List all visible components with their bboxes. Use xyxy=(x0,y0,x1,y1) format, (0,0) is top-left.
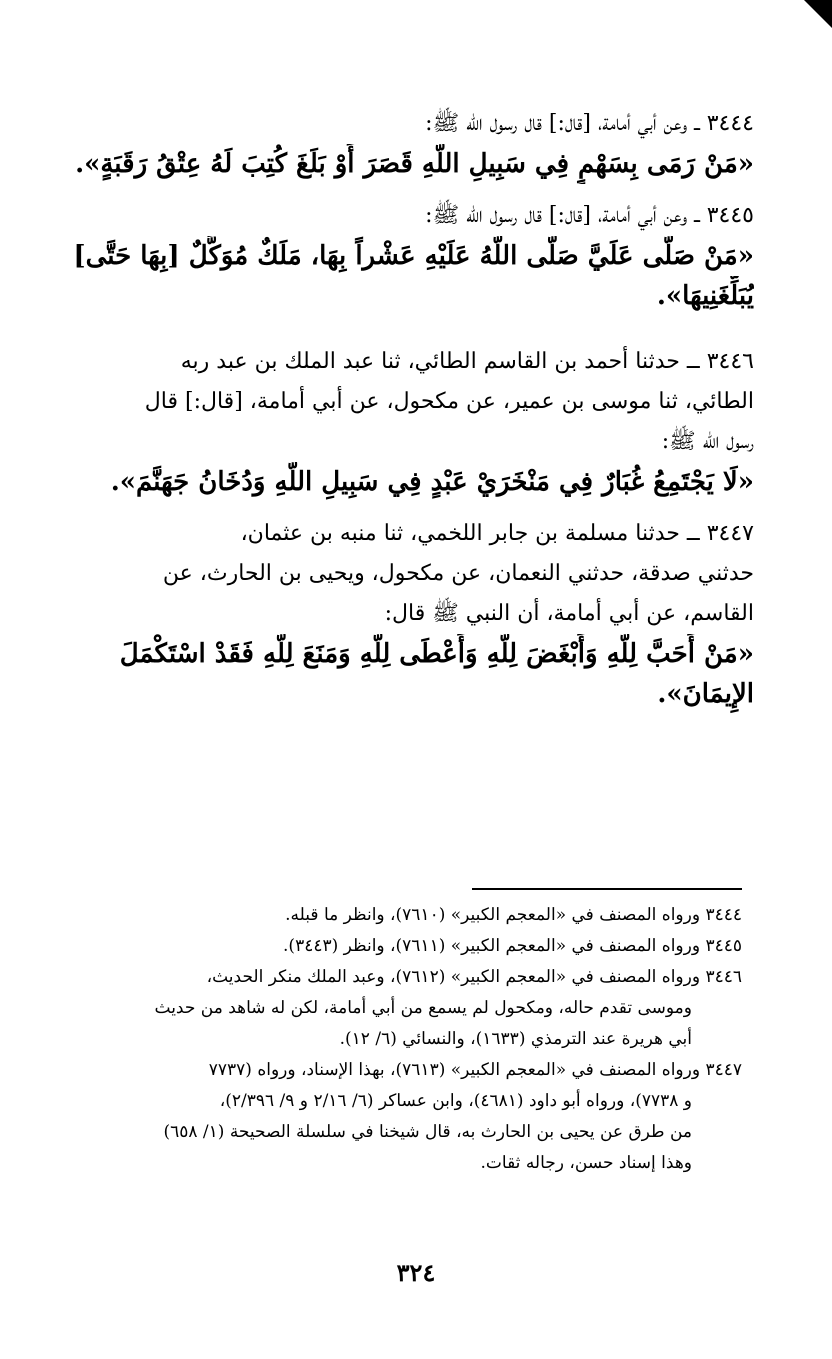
hadith-text-line: «مَنْ أَحَبَّ لِلَّهِ وَأَبْغَضَ لِلَّهِ وَأَعْطَى لِلَّهِ وَمَنَعَ لِلَّهِ فَقَدْ اسْتَكْمَلَ xyxy=(119,639,754,669)
hadith-3447 xyxy=(34,514,754,714)
hadith-text-line: «لَا يَجْتَمِعُ غُبَارٌ فِي مَنْخَرَيْ عَبْدٍ فِي سَبِيلِ اللَّهِ وَدُخَانُ جَهَنَّمَ». xyxy=(110,467,754,497)
footnote-3445 xyxy=(60,931,742,962)
footnote-line: ٣٤٤٥ ورواه المصنف في «المعجم الكبير» (٧٦١١)، وانظر (٣٤٤٣). xyxy=(283,936,742,956)
narration-line: رسول الله ﷺ: xyxy=(661,429,754,454)
main-text xyxy=(34,104,754,714)
footnote-line: من طرق عن يحيى بن الحارث به، قال شيخنا في سلسلة الصحيحة (١/ ٦٥٨) xyxy=(163,1122,692,1142)
narration-line: الطائي، ثنا موسى بن عمير، عن مكحول، عن أبي أمامة، [قال:] قال xyxy=(144,389,754,414)
hadith-3446 xyxy=(34,342,754,502)
hadith-text-line: يُبَلِّغَنِيهَا». xyxy=(656,281,754,311)
footnote-line: ٣٤٤٦ ورواه المصنف في «المعجم الكبير» (٧٦١٢)، وعبد الملك منكر الحديث، xyxy=(206,967,742,987)
narration-line: ٣٤٤٦ ــ حدثنا أحمد بن القاسم الطائي، ثنا عبد الملك بن عبد ربه xyxy=(180,349,754,374)
narration-line: ٣٤٤٤ ــ وعن أبي أمامة، [قال:] قال رسول الله ﷺ: xyxy=(425,111,754,136)
narration-line: ٣٤٤٥ ــ وعن أبي أمامة، [قال:] قال رسول الله ﷺ: xyxy=(425,203,754,228)
footnote-3444 xyxy=(60,900,742,931)
page-number: ٣٢٤ xyxy=(396,1258,436,1287)
footnote-line: ٣٤٤٧ ورواه المصنف في «المعجم الكبير» (٧٦١٣)، بهذا الإسناد، ورواه (٧٧٣٧ xyxy=(208,1060,742,1080)
footnote-3447 xyxy=(60,1055,742,1179)
narration-line: حدثني صدقة، حدثني النعمان، عن مكحول، ويحيى بن الحارث، عن xyxy=(162,561,754,586)
footnote-3446 xyxy=(60,962,742,1055)
narration-line: القاسم، عن أبي أمامة، أن النبي ﷺ قال: xyxy=(384,601,754,626)
footnote-line: أبي هريرة عند الترمذي (١٦٣٣)، والنسائي (٦/ ١٢). xyxy=(339,1029,692,1049)
narration-line: ٣٤٤٧ ــ حدثنا مسلمة بن جابر اللخمي، ثنا منبه بن عثمان، xyxy=(240,521,754,546)
footnote-line: و ٧٧٣٨)، ورواه أبو داود (٤٦٨١)، وابن عساكر (٦/ ٢/١٦ و ٩/ ٢/٣٩٦)، xyxy=(219,1091,692,1111)
footnote-line: وموسى تقدم حاله، ومكحول لم يسمع من أبي أمامة، لكن له شاهد من حديث xyxy=(154,998,692,1018)
hadith-text-line: «مَنْ رَمَى بِسَهْمٍ فِي سَبِيلِ اللَّهِ قَصَرَ أَوْ بَلَغَ كُتِبَ لَهُ عِتْقُ رَقَبَةٍ». xyxy=(75,149,754,179)
footnotes xyxy=(60,900,742,1179)
footnote-line: وهذا إسناد حسن، رجاله ثقات. xyxy=(480,1153,692,1173)
hadith-text-line: «مَنْ صَلَّى عَلَيَّ صَلَّى اللَّهُ عَلَيْهِ عَشْراً بِهَا، مَلَكٌ مُوَكَّلٌ [بِهَا حَتَّى] xyxy=(73,241,754,271)
hadith-3444 xyxy=(34,104,754,184)
footnote-divider xyxy=(472,888,742,890)
corner-marker xyxy=(804,0,832,28)
hadith-3445 xyxy=(34,196,754,316)
hadith-text-line: الإِيمَانَ». xyxy=(657,679,754,709)
footnote-line: ٣٤٤٤ ورواه المصنف في «المعجم الكبير» (٧٦١٠)، وانظر ما قبله. xyxy=(285,905,742,925)
